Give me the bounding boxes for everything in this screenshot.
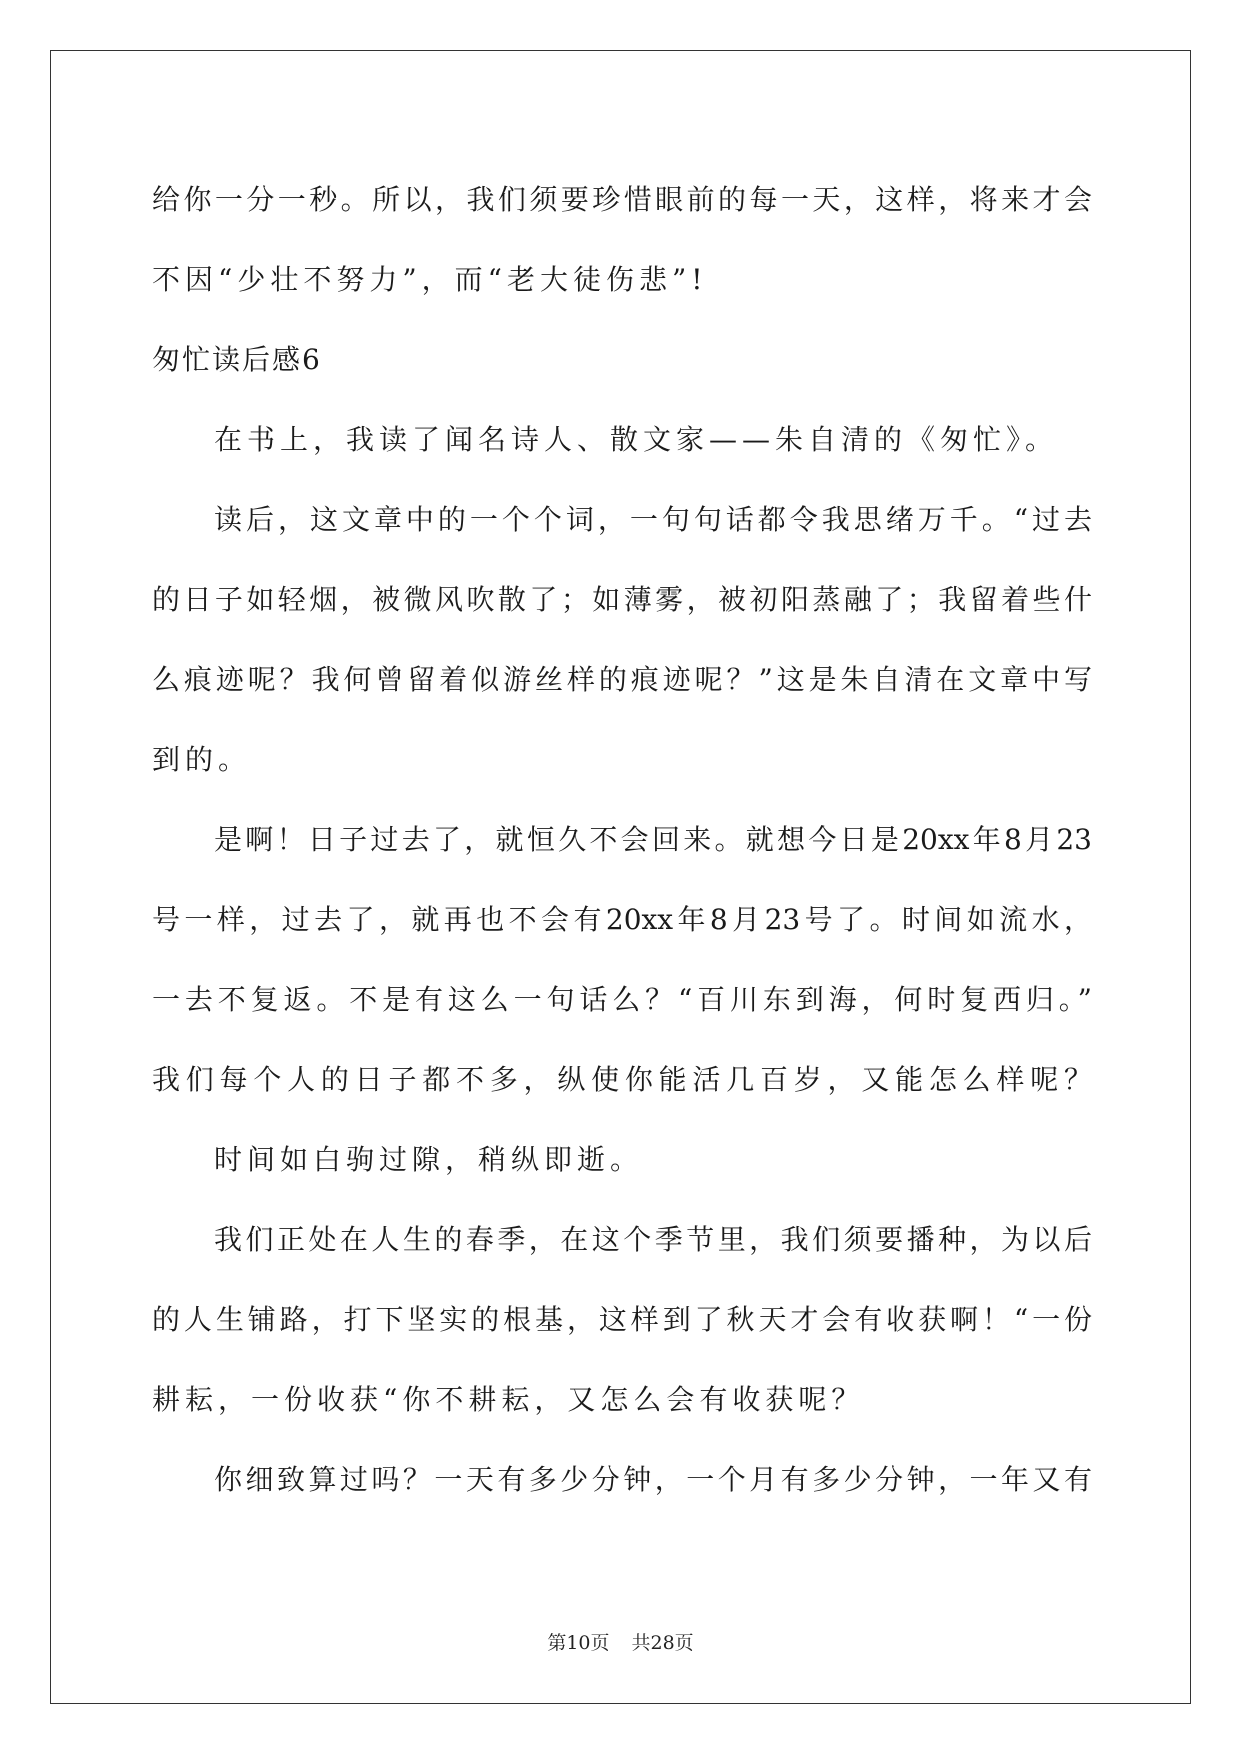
page-number: 第10页: [547, 1632, 610, 1654]
text-line: 一去不复返。不是有这么一句话么？“百川东到海，何时复西归。”: [152, 983, 1092, 1016]
page-total: 共28页: [631, 1632, 694, 1654]
text-line: 读后，这文章中的一个个词，一句句话都令我思绪万千。“过去: [214, 503, 1092, 536]
text-line: 在书上，我读了闻名诗人、散文家——朱自清的《匆忙》。: [214, 423, 1059, 456]
text-line: 我们正处在人生的春季，在这个季节里，我们须要播种，为以后: [214, 1223, 1092, 1256]
text-line: 耕耘，一份收获“你不耕耘，又怎么会有收获呢？: [152, 1383, 865, 1416]
page-footer: [0, 1628, 1241, 1655]
text-line: 到的。: [152, 743, 252, 776]
text-line: 是啊！日子过去了，就恒久不会回来。就想今日是20xx年8月23: [214, 823, 1092, 856]
text-line: 时间如白驹过隙，稍纵即逝。: [214, 1143, 644, 1176]
text-line: 么痕迹呢？我何曾留着似游丝样的痕迹呢？”这是朱自清在文章中写: [152, 663, 1092, 696]
text-line: 的日子如轻烟，被微风吹散了；如薄雾，被初阳蒸融了；我留着些什: [152, 583, 1092, 616]
text-line: 不因“少壮不努力”，而“老大徒伤悲”!: [152, 263, 708, 296]
text-line: 你细致算过吗？一天有多少分钟，一个月有多少分钟，一年又有: [214, 1463, 1092, 1496]
text-line: 号一样，过去了，就再也不会有20xx年8月23号了。时间如流水，: [152, 903, 1092, 936]
text-line: 我们每个人的日子都不多，纵使你能活几百岁，又能怎么样呢？: [152, 1063, 1092, 1096]
document-body: [152, 160, 1092, 1520]
text-line: 的人生铺路，打下坚实的根基，这样到了秋天才会有收获啊！“一份: [152, 1303, 1092, 1336]
section-heading: 匆忙读后感6: [152, 343, 322, 376]
text-line: 给你一分一秒。所以，我们须要珍惜眼前的每一天，这样，将来才会: [152, 183, 1092, 216]
